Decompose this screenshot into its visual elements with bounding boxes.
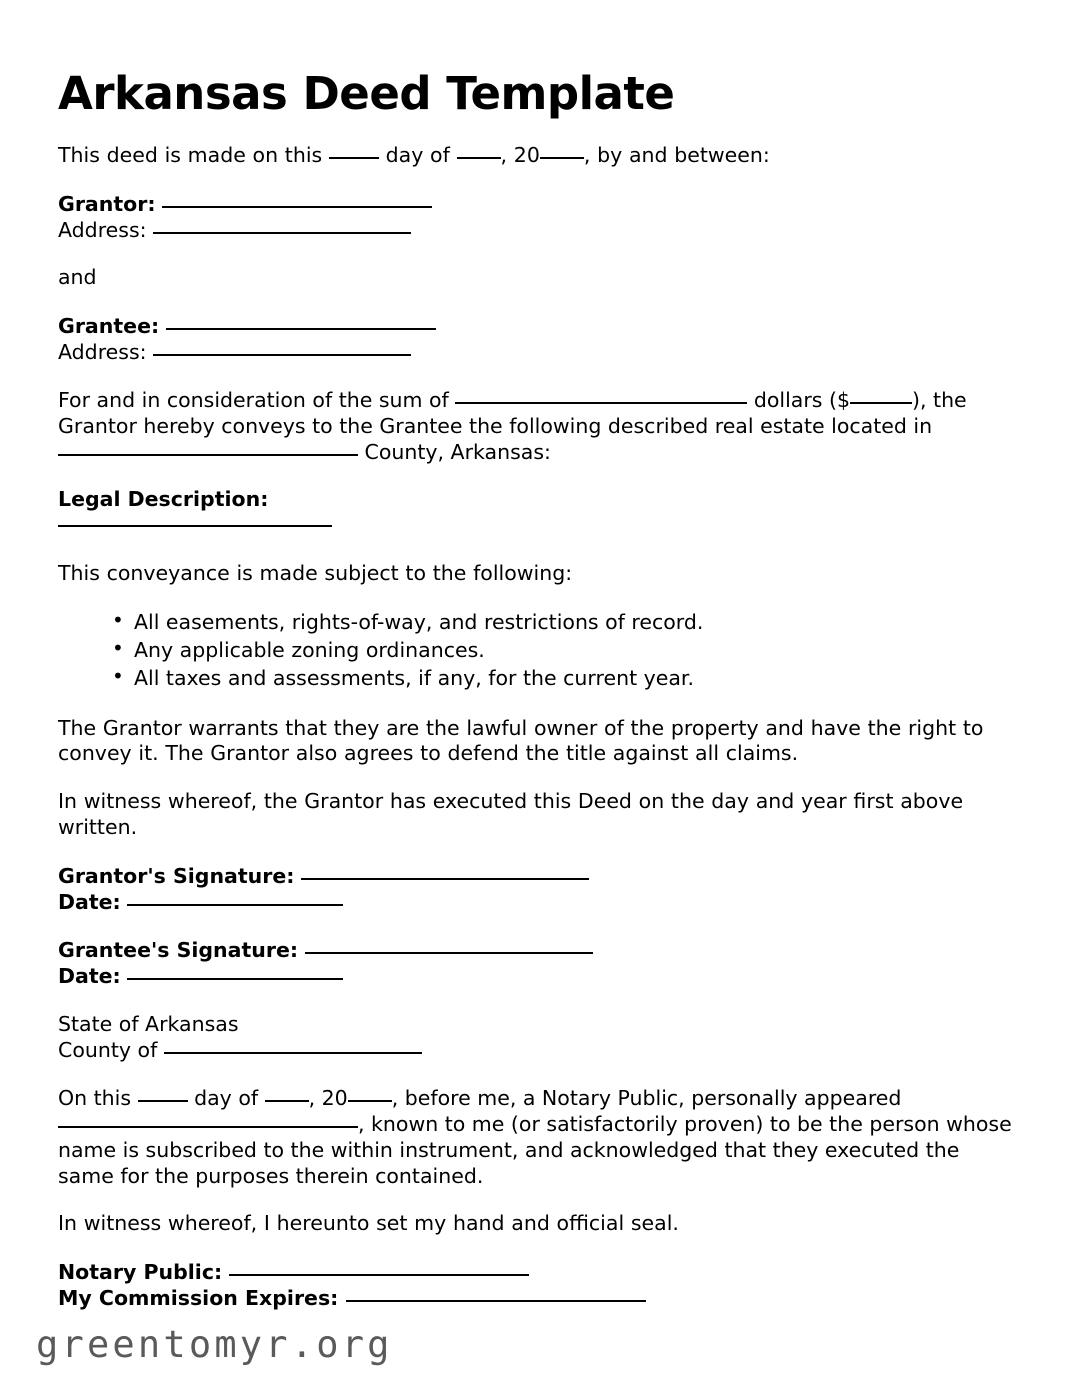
- ack-year-blank: [348, 1100, 392, 1102]
- grantor-name-blank: [162, 206, 432, 208]
- consideration-amount-blank: [455, 402, 747, 404]
- conjunction-and: and: [58, 265, 97, 290]
- legal-description-heading: Legal Description:: [58, 487, 269, 512]
- page-title: Arkansas Deed Template: [58, 67, 675, 120]
- list-item: • All easements, rights-of-way, and restrictions of record.: [112, 609, 1013, 635]
- venue-block: [58, 1011, 1013, 1063]
- grantee-signature-blank: [305, 952, 593, 954]
- grantee-address-label: Address:: [58, 340, 147, 364]
- grantee-date-row: [58, 963, 1013, 989]
- grantee-signature-block: [58, 937, 1013, 989]
- grantor-signature-row: [58, 863, 1013, 889]
- grantor-date-label: Date:: [58, 890, 121, 914]
- acknowledgment-block: [58, 1085, 1013, 1189]
- legal-description-blank: [58, 525, 332, 527]
- month-blank: [457, 157, 501, 159]
- ack-text-d: , before me, a Notary Public, personally appeared: [391, 1086, 902, 1111]
- witness-paragraph: In witness whereof, the Grantor has executed this Deed on the day and year first above written.: [58, 789, 964, 840]
- grantee-name-row: [58, 313, 1013, 339]
- conveyance-intro: This conveyance is made subject to the following:: [58, 561, 573, 586]
- grantor-name-label: Grantor:: [58, 192, 156, 217]
- grantee-name-blank: [166, 328, 436, 330]
- grantee-signature-row: [58, 937, 1013, 963]
- state-line: State of Arkansas: [58, 1012, 239, 1037]
- consideration-county-text: County, Arkansas:: [358, 440, 551, 465]
- year-blank: [540, 157, 584, 159]
- acknowledgment-line-4: same for the purposes therein contained.: [58, 1164, 484, 1189]
- grantee-date-blank: [127, 978, 343, 980]
- grantor-name-row: [58, 191, 1013, 217]
- consideration-text-a: For and in consideration of the sum of: [58, 388, 456, 413]
- warranty-paragraph: The Grantor warrants that they are the lawful owner of the property and have the right to convey it. The Grantor also agrees to defend the title against all claims.: [58, 715, 984, 766]
- ack-text-b: day of: [187, 1086, 265, 1111]
- grantor-signature-blank: [301, 878, 589, 880]
- consideration-line-3: [58, 439, 1013, 465]
- grantor-address-row: [58, 217, 1013, 243]
- consideration-line-2: Grantor hereby conveys to the Grantee the following described real estate located in: [58, 414, 933, 439]
- grantor-address-blank: [153, 232, 411, 234]
- grantor-signature-label: Grantor's Signature:: [58, 863, 295, 888]
- consideration-line-1: [58, 387, 1013, 413]
- grantee-address-blank: [153, 354, 411, 356]
- consideration-block: [58, 387, 1013, 465]
- grantee-signature-label: Grantee's Signature:: [58, 938, 299, 963]
- grantor-address-label: Address:: [58, 218, 147, 243]
- consideration-text-b: dollars ($: [747, 388, 850, 413]
- ack-month-blank: [265, 1100, 309, 1102]
- notary-commission-label: My Commission Expires:: [58, 1286, 339, 1311]
- venue-county-blank: [164, 1052, 422, 1054]
- notary-public-blank: [229, 1274, 529, 1276]
- intro-paragraph: [58, 143, 1008, 169]
- consideration-dollar-blank: [850, 402, 912, 404]
- conditions-list: [58, 609, 1013, 692]
- intro-text-part4: , by and between:: [583, 143, 770, 168]
- ack-text-e: , known to me (or satisfactorily proven) to be the person whose: [358, 1112, 1012, 1137]
- intro-text-part3: , 20: [500, 143, 540, 168]
- ack-day-blank: [138, 1100, 188, 1102]
- acknowledgment-line-2: [58, 1111, 1013, 1137]
- notary-commission-row: [58, 1285, 1013, 1311]
- grantee-name-label: Grantee:: [58, 313, 160, 338]
- grantee-block: [58, 313, 1013, 365]
- county-label: County of: [58, 1038, 164, 1063]
- grantee-address-row: [58, 339, 1013, 365]
- ack-text-a: On this: [58, 1086, 138, 1111]
- grantee-date-label: Date:: [58, 964, 121, 989]
- list-item: • All taxes and assessments, if any, for the current year.: [112, 665, 1013, 691]
- intro-text-part1: This deed is made on this: [58, 143, 329, 168]
- grantor-block: [58, 191, 1013, 243]
- ack-person-blank: [58, 1126, 358, 1128]
- intro-text-part2: day of: [378, 143, 457, 168]
- day-blank: [329, 157, 379, 159]
- acknowledgment-line-1: [58, 1085, 1013, 1111]
- ack-text-c: , 20: [308, 1086, 348, 1111]
- seal-statement: In witness whereof, I hereunto set my hand and official seal.: [58, 1211, 679, 1236]
- list-item: • Any applicable zoning ordinances.: [112, 637, 1013, 663]
- notary-block: [58, 1259, 1013, 1311]
- consideration-text-c: ), the: [912, 388, 967, 413]
- site-watermark: greentomyr.org: [36, 1323, 393, 1366]
- notary-public-label: Notary Public:: [58, 1260, 223, 1285]
- notary-public-row: [58, 1259, 1013, 1285]
- county-line: [58, 1037, 1013, 1063]
- county-blank: [58, 454, 358, 456]
- grantor-date-row: [58, 889, 1013, 915]
- grantor-date-blank: [127, 904, 343, 906]
- acknowledgment-line-3: name is subscribed to the within instrument, and acknowledged that they executed the: [58, 1138, 960, 1163]
- notary-commission-blank: [346, 1300, 646, 1302]
- grantor-signature-block: [58, 863, 1013, 915]
